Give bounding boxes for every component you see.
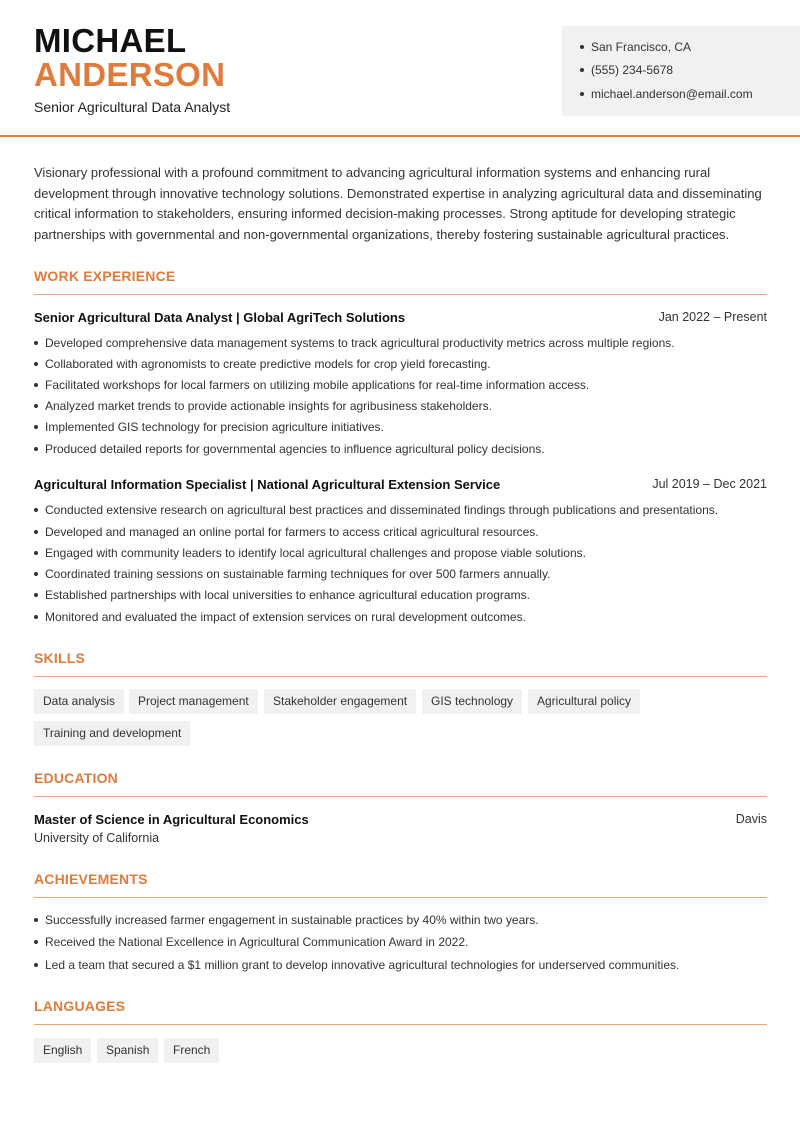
list-item — [34, 610, 526, 624]
section-title-education: EDUCATION — [34, 770, 118, 786]
bullet-dot-icon — [580, 45, 584, 49]
list-item — [34, 567, 550, 581]
list-item — [34, 357, 491, 371]
list-item-text: Successfully increased farmer engagement in sustainable practices by 40% within two years. — [45, 913, 539, 927]
bullet-dot-icon — [34, 404, 38, 408]
location-text: San Francisco, CA — [591, 40, 692, 54]
list-item-text: Established partnerships with local universities to enhance agricultural education programs. — [45, 588, 530, 602]
list-item-text: Analyzed market trends to provide actionable insights for agribusiness stakeholders. — [45, 399, 492, 413]
contact-phone — [580, 63, 673, 77]
skill-chip: Data analysis — [34, 689, 124, 714]
job-role: Senior Agricultural Data Analyst | Global AgriTech Solutions — [34, 310, 406, 325]
list-item — [34, 935, 468, 949]
list-item — [34, 525, 539, 539]
section-divider — [34, 897, 767, 898]
list-item-text: Facilitated workshops for local farmers on utilizing mobile applications for real-time information access. — [45, 378, 590, 392]
list-item — [34, 336, 675, 350]
bullet-dot-icon — [34, 593, 38, 597]
bullet-dot-icon — [34, 572, 38, 576]
last-name: ANDERSON — [34, 56, 226, 93]
section-divider — [34, 1024, 767, 1025]
skill-chip: Training and development — [34, 721, 190, 746]
education-degree: Master of Science in Agricultural Economics — [34, 812, 309, 827]
list-item — [34, 442, 545, 456]
list-item — [34, 420, 384, 434]
section-divider — [34, 796, 767, 797]
language-chip: English — [34, 1038, 91, 1063]
language-chip: Spanish — [97, 1038, 158, 1063]
bullet-dot-icon — [34, 918, 38, 922]
bullet-dot-icon — [34, 508, 38, 512]
list-item-text: Monitored and evaluated the impact of extension services on rural development outcomes. — [45, 610, 526, 624]
skill-chip: GIS technology — [422, 689, 522, 714]
list-item — [34, 588, 530, 602]
contact-location — [580, 40, 691, 54]
list-item-text: Developed comprehensive data management systems to track agricultural productivity metrics across multiple regions. — [45, 336, 675, 350]
list-item — [34, 399, 492, 413]
list-item-text: Developed and managed an online portal for farmers to access critical agricultural resources. — [45, 525, 539, 539]
list-item-text: Produced detailed reports for governmental agencies to influence agricultural policy decisions. — [45, 442, 545, 456]
language-chip: French — [164, 1038, 219, 1063]
list-item-text: Conducted extensive research on agricultural best practices and disseminated findings through publications and presentations. — [45, 503, 719, 517]
list-item-text: Implemented GIS technology for precision agriculture initiatives. — [45, 420, 384, 434]
bullet-dot-icon — [34, 615, 38, 619]
list-item — [34, 913, 539, 927]
skill-chip: Agricultural policy — [528, 689, 640, 714]
education-location: Davis — [735, 812, 767, 826]
job-role: Agricultural Information Specialist | National Agricultural Extension Service — [34, 477, 501, 492]
list-item-text: Engaged with community leaders to identify local agricultural challenges and propose viable solutions. — [45, 546, 586, 560]
resume-header — [0, 0, 800, 137]
list-item — [34, 503, 718, 517]
bullet-dot-icon — [34, 383, 38, 387]
bullet-dot-icon — [580, 92, 584, 96]
job-header — [34, 310, 767, 325]
job-title: Senior Agricultural Data Analyst — [34, 99, 231, 115]
section-divider — [34, 676, 767, 677]
list-item — [34, 958, 679, 972]
section-title-work: WORK EXPERIENCE — [34, 268, 176, 284]
section-title-skills: SKILLS — [34, 650, 85, 666]
list-item-text: Coordinated training sessions on sustainable farming techniques for over 500 farmers annually. — [45, 567, 551, 581]
skill-chip: Project management — [129, 689, 258, 714]
list-item — [34, 378, 589, 392]
skill-chip: Stakeholder engagement — [264, 689, 416, 714]
bullet-dot-icon — [34, 551, 38, 555]
job-header — [34, 477, 767, 492]
bullet-dot-icon — [34, 341, 38, 345]
section-title-languages: LANGUAGES — [34, 998, 126, 1014]
section-divider — [34, 294, 767, 295]
list-item — [34, 546, 586, 560]
first-name: MICHAEL — [34, 22, 187, 59]
bullet-dot-icon — [34, 425, 38, 429]
bullet-dot-icon — [34, 963, 38, 967]
summary-paragraph: Visionary professional with a profound commitment to advancing agricultural information systems and enhancing rural development through innovative technology solutions. Demonstrated expertise in analyzing agricultural data and disseminating critical information to stakeholders, ensuring informed decision-making processes. Strong aptitude for developing strategic partnerships with governmental and non-governmental organizations, thereby fostering sustainable agricultural practices. — [34, 165, 762, 243]
phone-text: (555) 234-5678 — [591, 63, 674, 77]
bullet-dot-icon — [580, 68, 584, 72]
list-item-text: Received the National Excellence in Agricultural Communication Award in 2022. — [45, 935, 469, 949]
list-item-text: Collaborated with agronomists to create predictive models for crop yield forecasting. — [45, 357, 491, 371]
section-title-achievements: ACHIEVEMENTS — [34, 871, 148, 887]
contact-email[interactable] — [580, 87, 753, 101]
bullet-dot-icon — [34, 530, 38, 534]
list-item-text: Led a team that secured a $1 million grant to develop innovative agricultural technologies for underserved communities. — [45, 958, 680, 972]
job-dates: Jul 2019 – Dec 2021 — [652, 477, 767, 491]
job-dates: Jan 2022 – Present — [658, 310, 767, 324]
bullet-dot-icon — [34, 940, 38, 944]
bullet-dot-icon — [34, 447, 38, 451]
bullet-dot-icon — [34, 362, 38, 366]
contact-box — [562, 26, 800, 116]
education-school: University of California — [34, 831, 160, 845]
email-text[interactable]: michael.anderson@email.com — [591, 87, 753, 101]
